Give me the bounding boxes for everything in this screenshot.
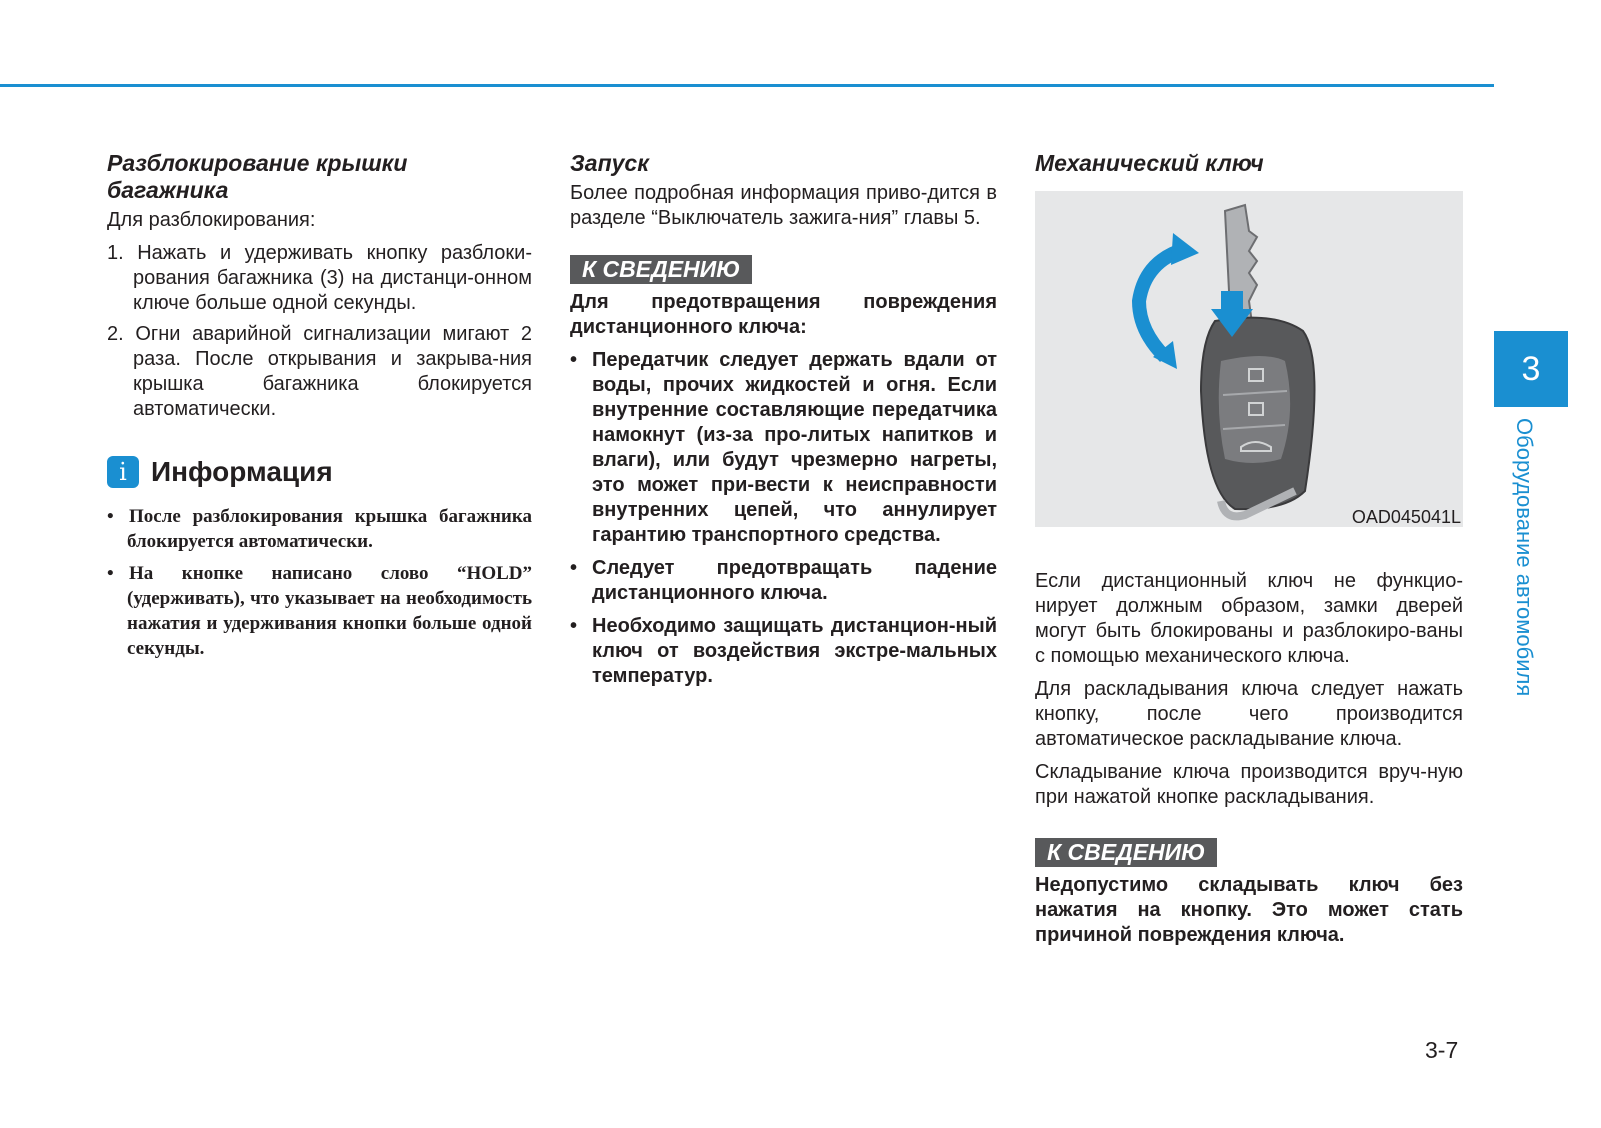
info-title: Информация <box>151 456 333 487</box>
info-item: • После разблокирования крышка багажника блокируется автоматически. <box>107 506 532 552</box>
header-rule <box>0 84 1494 87</box>
info-item: • На кнопке написано слово “HOLD” (удерживать), что указывает на необходимость нажатия и удерживания кнопки больше одной секунды. <box>107 563 532 659</box>
notice-item: • Следует предотвращать падение дистанционного ключа. <box>570 557 997 604</box>
column-start <box>570 150 997 697</box>
chapter-title: Оборудование автомобиля <box>1512 418 1537 697</box>
mech-key-paragraph: Для раскладывания ключа следует нажать кнопку, после чего производится автоматическое раскладывание ключа. <box>1035 678 1463 750</box>
section-title-mechanical-key: Механический ключ <box>1035 150 1264 176</box>
notice-badge: К СВЕДЕНИЮ <box>570 255 752 284</box>
notice-text: Недопустимо складывать ключ без нажатия на кнопку. Это может стать причиной повреждения ключа. <box>1035 874 1463 946</box>
info-header <box>107 456 532 488</box>
page-number: 3-7 <box>1425 1037 1459 1063</box>
chapter-tab: 3 <box>1494 331 1568 407</box>
notice-lead: Для предотвращения повреждения дистанционного ключа: <box>570 291 997 338</box>
section-title-trunk-unlock: Разблокирование крышки багажника <box>107 150 408 203</box>
key-illustration <box>1035 191 1463 527</box>
intro-text: Для разблокирования: <box>107 209 316 231</box>
notice-item: • Передатчик следует держать вдали от воды, прочих жидкостей и огня. Если внутренние составляющие передатчика намокнут (из-за про-литых напитков и влаги), или будут чрезмерно нагреты, это может при-вести к неисправности внутренних цепей, что аннулирует гарантию транспортного средства. <box>570 349 997 546</box>
key-fob-icon <box>1035 191 1463 527</box>
figure-code: OAD045041L <box>1351 507 1461 527</box>
section-title-start: Запуск <box>570 150 649 176</box>
info-icon: i <box>107 456 139 488</box>
step-item: 1. Нажать и удерживать кнопку разблоки-рования багажника (3) на дистанци-онном ключе больше одной секунды. <box>107 242 532 314</box>
notice-item: • Необходимо защищать дистанцион-ный ключ от воздействия экстре-мальных температур. <box>570 615 997 687</box>
notice-badge: К СВЕДЕНИЮ <box>1035 838 1217 867</box>
info-list <box>107 504 532 661</box>
column-mechanical-key <box>1035 150 1463 956</box>
mech-key-paragraph: Складывание ключа производится вруч-ную при нажатой кнопке раскладывания. <box>1035 761 1463 808</box>
start-text: Более подробная информация приво-дится в разделе “Выключатель зажига-ния” главы 5. <box>570 182 997 229</box>
notice-list <box>570 348 997 689</box>
column-trunk-unlock <box>107 150 532 668</box>
steps-list <box>107 241 532 422</box>
step-item: 2. Огни аварийной сигнализации мигают 2 раза. После открывания и закрыва-ния крышка багажника блокируется автоматически. <box>107 323 532 420</box>
mech-key-paragraph: Если дистанционный ключ не функцио-нирует должным образом, замки дверей могут быть блокированы и разблокиро-ваны с помощью механического ключа. <box>1035 570 1463 667</box>
